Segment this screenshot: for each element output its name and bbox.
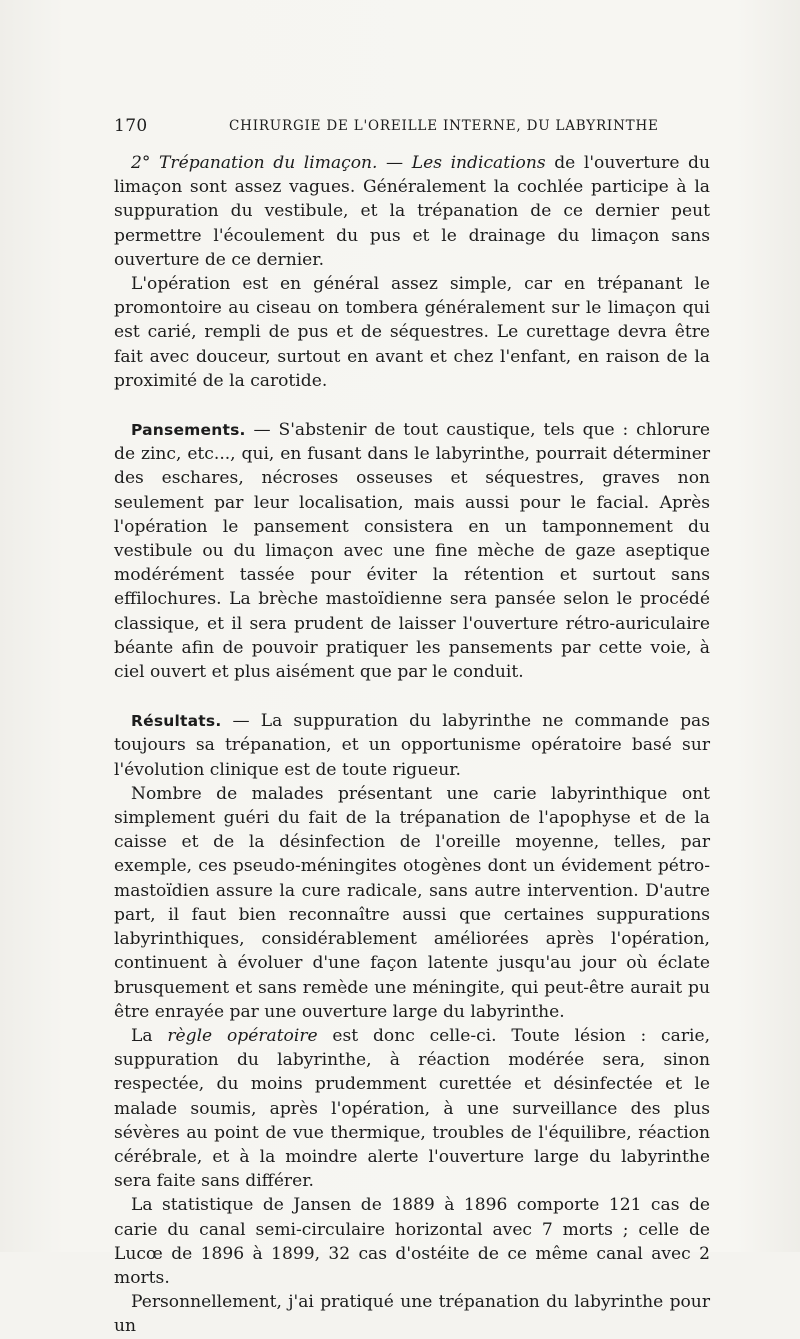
- paragraph-malades: Nombre de malades présentant une carie labyrinthique ont simplement guéri du fait de la trépanation de l'apophyse et de la caisse et de la désinfection de l'oreille moyenne, telles, par exemple, ces pseudo-méningites otogènes dont un évidement pétro-mastoïdien assure la cure radicale, sans autre intervention. D'autre part, il faut bien reconnaître aussi que certaines suppurations labyrinthiques, considérablement améliorées après l'opération, continuent à évoluer d'une façon latente jusqu'au jour où éclate brusquement et sans remède une méningite, qui peut-être aurait pu être enrayée par une ouverture large du labyrinthe.: [114, 783, 710, 1022]
- paragraph-operation: L'opération est en général assez simple, car en trépanant le promontoire au ciseau on tombera généralement sur le limaçon qui est carié, rempli de pus et de séquestres. Le curettage devra être fait avec douceur, surtout en avant et chez l'enfant, en raison de la proximité de la carotide.: [114, 274, 710, 391]
- subsection-heading: 2° Trépanation du limaçon.: [131, 153, 378, 173]
- paragraph-resultats: [114, 709, 710, 782]
- page-number: 170: [114, 116, 148, 136]
- paragraph-trepanation-limacon: [114, 151, 710, 272]
- paragraph-pansements: [114, 418, 710, 684]
- page-body: [114, 151, 710, 1339]
- paragraph-text: — S'abstenir de tout caustique, tels que : chlorure de zinc, etc..., qui, en fusant dans le labyrinthe, pourrait déterminer des eschares, nécroses osseuses et séquestres, graves non seulement par leur localisation, mais aussi pour le facial. Après l'opération le pansement consistera en un tamponnement du vestibule ou du limaçon avec une fine mèche de gaze aseptique modérément tassée pour éviter la rétention et surtout sans effilochures. La brèche mastoïdienne sera pansée selon le procédé classique, et il sera prudent de laisser l'ouverture rétro-auriculaire béante afin de pouvoir pratiquer les pansements par cette voie, à ciel ouvert et plus aisément que par le conduit.: [114, 420, 710, 683]
- paragraph-text: de l'ouverture du limaçon sont assez vagues. Généralement la cochlée participe à la suppuration du vestibule, et la trépanation de ce dernier peut permettre l'écoulement du pus et le drainage du limaçon sans ouverture de ce dernier.: [114, 153, 710, 270]
- paragraph-personnellement: Personnellement, j'ai pratiqué une trépanation du labyrinthe pour un: [114, 1292, 710, 1337]
- running-title: CHIRURGIE DE L'OREILLE INTERNE, DU LABYRINTHE: [229, 118, 659, 134]
- paragraph-text: est donc celle-ci. Toute lésion : carie, suppuration du labyrinthe, à réaction modérée sera, sinon respectée, du moins prudemment curettée et désinfectée et le malade soumis, après l'opération, à une surveillance des plus sévères au point de vue thermique, troubles de l'équilibre, réaction cérébrale, et à la moindre alerte l'ouverture large du labyrinthe sera faite sans différer.: [114, 1025, 711, 1192]
- section-title-resultats: Résultats.: [131, 712, 222, 731]
- paragraph-text: — La suppuration du labyrinthe ne commande pas toujours sa trépanation, et un opportunisme opératoire basé sur l'évolution clinique est de toute rigueur.: [114, 711, 710, 780]
- paragraph-statistique: La statistique de Jansen de 1889 à 1896 comporte 121 cas de carie du canal semi-circulaire horizontal avec 7 morts ; celle de Lucœ de 1896 à 1899, 32 cas d'ostéite de ce même canal avec 2 morts.: [114, 1195, 710, 1288]
- paragraph-regle-operatoire: [114, 1024, 710, 1193]
- paragraph-text: La: [131, 1025, 168, 1046]
- section-title-pansements: Pansements.: [131, 421, 246, 440]
- heading-dash: —: [377, 153, 412, 173]
- emphasis-regle: règle opératoire: [167, 1025, 318, 1046]
- subsection-subheading: Les indications: [411, 153, 546, 173]
